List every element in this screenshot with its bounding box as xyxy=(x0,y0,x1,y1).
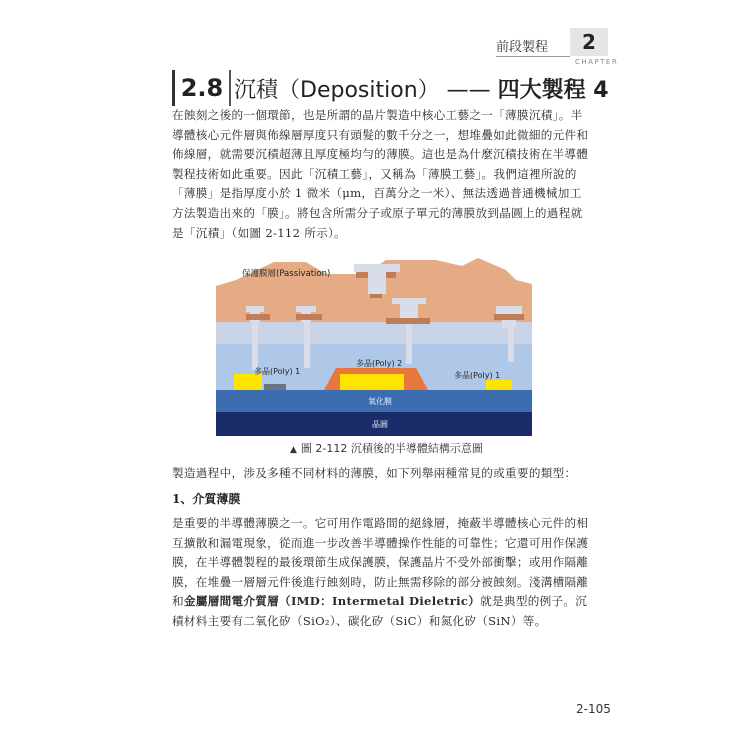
section-heading xyxy=(172,70,612,108)
figure-caption xyxy=(290,440,483,456)
semiconductor-structure-figure xyxy=(216,256,532,436)
intro-paragraph: 在蝕刻之後的一個環節，也是所謂的晶片製造中核心工藝之一「薄膜沉積」。半導體核心元件層與佈線層厚度只有頭髮的數千分之一，想堆疊如此微細的元件和佈線層，就需要沉積超薄且厚度極均勻的薄膜。這也是為什麼沉積技術在半導體製程技術如此重要。因此「沉積工藝」，又稱為「薄膜工藝」。我們這裡所說的「薄膜」是指厚度小於 1 微米（μm，百萬分之一米）、無法透過普通機械加工方法製造出來的「膜」。將包含所需分子或原子單元的薄膜放到晶圓上的過程就是「沉積」（如圖 2-112 所示）。 xyxy=(172,108,589,240)
page-number: 2-105 xyxy=(576,702,611,716)
subsection-body xyxy=(172,514,590,632)
chapter-number: 2 xyxy=(570,28,608,56)
caption-text: 沉積後的半導體結構示意圖 xyxy=(350,442,483,455)
poly1-left-block xyxy=(234,374,262,390)
gray-contact-block xyxy=(264,384,286,390)
types-intro: 製造過程中，涉及多種不同材料的薄膜，如下列舉兩種常見的或重要的類型： xyxy=(172,466,577,480)
section-title-en: （Deposition） xyxy=(278,78,440,103)
poly1-left-label: 多晶(Poly) 1 xyxy=(254,367,301,376)
poly1-right-label: 多晶(Poly) 1 xyxy=(454,371,501,380)
oxide-label: 氧化膜 xyxy=(368,397,392,406)
subsection-heading: 1、介質薄膜 xyxy=(172,492,241,506)
section-title-dash: —— xyxy=(446,78,491,103)
poly2-inner-block xyxy=(340,374,404,390)
section-title-cn: 沉積 xyxy=(234,78,279,103)
chapter-title: 前段製程 xyxy=(496,40,549,55)
wafer-label: 晶圓 xyxy=(372,420,388,429)
subsection-text-b: 就是典型的例子。沉積材料主要有二氧化矽（SiO₂）、碳化矽（SiC）和氮化矽（SiN）等。 xyxy=(172,594,588,628)
subsection-text-a: 是重要的半導體薄膜之一。它可用作電路間的絕緣層，掩蔽半導體核心元件的相互擴散和漏電現象，從而進一步改善半導體操作性能的可靠性；它還可用作保護膜，在半導體製程的最後環節生成保護膜，保護晶片不受外部衝擊；或用作隔離膜，在堆疊一層層元件後進行蝕刻時，防止無需移除的部分被蝕刻。淺溝槽隔離和 xyxy=(172,516,589,609)
figure-svg xyxy=(216,256,532,436)
caption-marker: ▲ xyxy=(290,445,297,455)
passivation-label: 保護膜層(Passivation) xyxy=(242,269,331,279)
chapter-word: CHAPTER xyxy=(575,58,619,66)
section-title xyxy=(234,73,609,104)
caption-number: 圖 2-112 xyxy=(300,442,348,455)
subsection-text-bold: 金屬層間電介質層（IMD：Intermetal Dieletric） xyxy=(183,594,481,609)
section-number: 2.8 xyxy=(172,70,231,106)
poly1-right-block xyxy=(486,380,512,390)
section-subtitle: 四大製程 4 xyxy=(497,78,609,103)
header-rule xyxy=(496,56,570,57)
poly2-label: 多晶(Poly) 2 xyxy=(356,359,403,368)
